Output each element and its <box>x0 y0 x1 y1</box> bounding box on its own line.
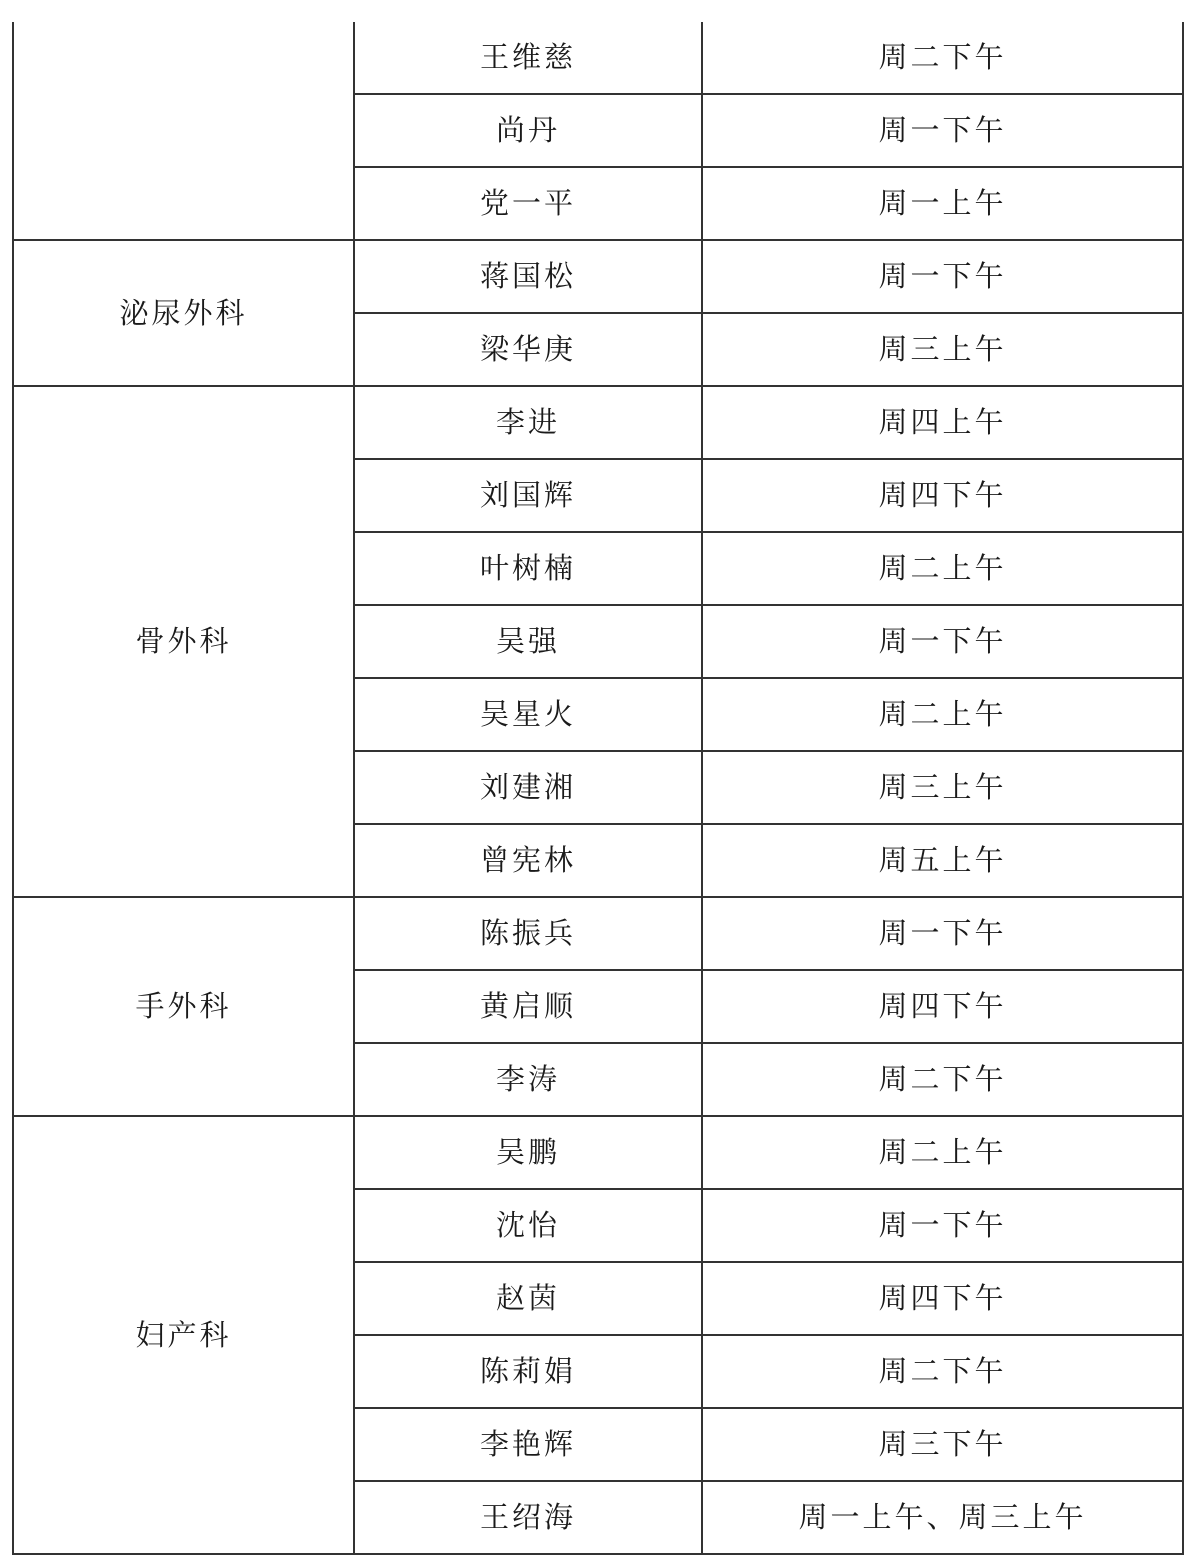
doctor-name-cell: 吴鹏 <box>354 1116 702 1189</box>
department-cell: 手外科 <box>13 897 354 1116</box>
clinic-time-cell: 周一上午、周三上午 <box>702 1481 1183 1554</box>
doctor-name-cell: 沈怡 <box>354 1189 702 1262</box>
doctor-name-cell: 吴星火 <box>354 678 702 751</box>
clinic-time-cell: 周一下午 <box>702 94 1183 167</box>
doctor-name-cell: 李涛 <box>354 1043 702 1116</box>
clinic-time-cell: 周二下午 <box>702 22 1183 94</box>
doctor-name-cell: 陈振兵 <box>354 897 702 970</box>
doctor-name-cell: 梁华庚 <box>354 313 702 386</box>
clinic-time-cell: 周一下午 <box>702 1189 1183 1262</box>
clinic-time-cell: 周二上午 <box>702 1116 1183 1189</box>
doctor-name-cell: 黄启顺 <box>354 970 702 1043</box>
doctor-name-cell: 王绍海 <box>354 1481 702 1554</box>
clinic-time-cell: 周三上午 <box>702 751 1183 824</box>
doctor-name-cell: 刘建湘 <box>354 751 702 824</box>
clinic-time-cell: 周一下午 <box>702 897 1183 970</box>
clinic-time-cell: 周一下午 <box>702 605 1183 678</box>
table-row <box>13 22 1183 94</box>
doctor-name-cell: 王维慈 <box>354 22 702 94</box>
clinic-time-cell: 周一下午 <box>702 240 1183 313</box>
department-cell: 妇产科 <box>13 1116 354 1554</box>
clinic-time-cell: 周二下午 <box>702 1335 1183 1408</box>
department-cell <box>13 22 354 240</box>
clinic-time-cell: 周四下午 <box>702 970 1183 1043</box>
doctor-name-cell: 吴强 <box>354 605 702 678</box>
clinic-time-cell: 周四下午 <box>702 1262 1183 1335</box>
doctor-name-cell: 党一平 <box>354 167 702 240</box>
clinic-time-cell: 周二下午 <box>702 1043 1183 1116</box>
clinic-time-cell: 周二上午 <box>702 532 1183 605</box>
department-cell: 泌尿外科 <box>13 240 354 386</box>
doctor-name-cell: 赵茵 <box>354 1262 702 1335</box>
clinic-schedule-table <box>12 22 1184 1555</box>
schedule-table-body <box>13 22 1183 1554</box>
table-row <box>13 386 1183 459</box>
department-cell: 骨外科 <box>13 386 354 897</box>
clinic-time-cell: 周一上午 <box>702 167 1183 240</box>
clinic-time-cell: 周五上午 <box>702 824 1183 897</box>
schedule-table-wrapper <box>12 22 1182 1555</box>
doctor-name-cell: 曾宪林 <box>354 824 702 897</box>
doctor-name-cell: 刘国辉 <box>354 459 702 532</box>
table-row <box>13 240 1183 313</box>
clinic-time-cell: 周四上午 <box>702 386 1183 459</box>
clinic-time-cell: 周三下午 <box>702 1408 1183 1481</box>
table-row <box>13 1116 1183 1189</box>
doctor-name-cell: 陈莉娟 <box>354 1335 702 1408</box>
doctor-name-cell: 蒋国松 <box>354 240 702 313</box>
clinic-time-cell: 周四下午 <box>702 459 1183 532</box>
table-row <box>13 897 1183 970</box>
doctor-name-cell: 叶树楠 <box>354 532 702 605</box>
clinic-time-cell: 周三上午 <box>702 313 1183 386</box>
doctor-name-cell: 李艳辉 <box>354 1408 702 1481</box>
doctor-name-cell: 李进 <box>354 386 702 459</box>
clinic-time-cell: 周二上午 <box>702 678 1183 751</box>
doctor-name-cell: 尚丹 <box>354 94 702 167</box>
